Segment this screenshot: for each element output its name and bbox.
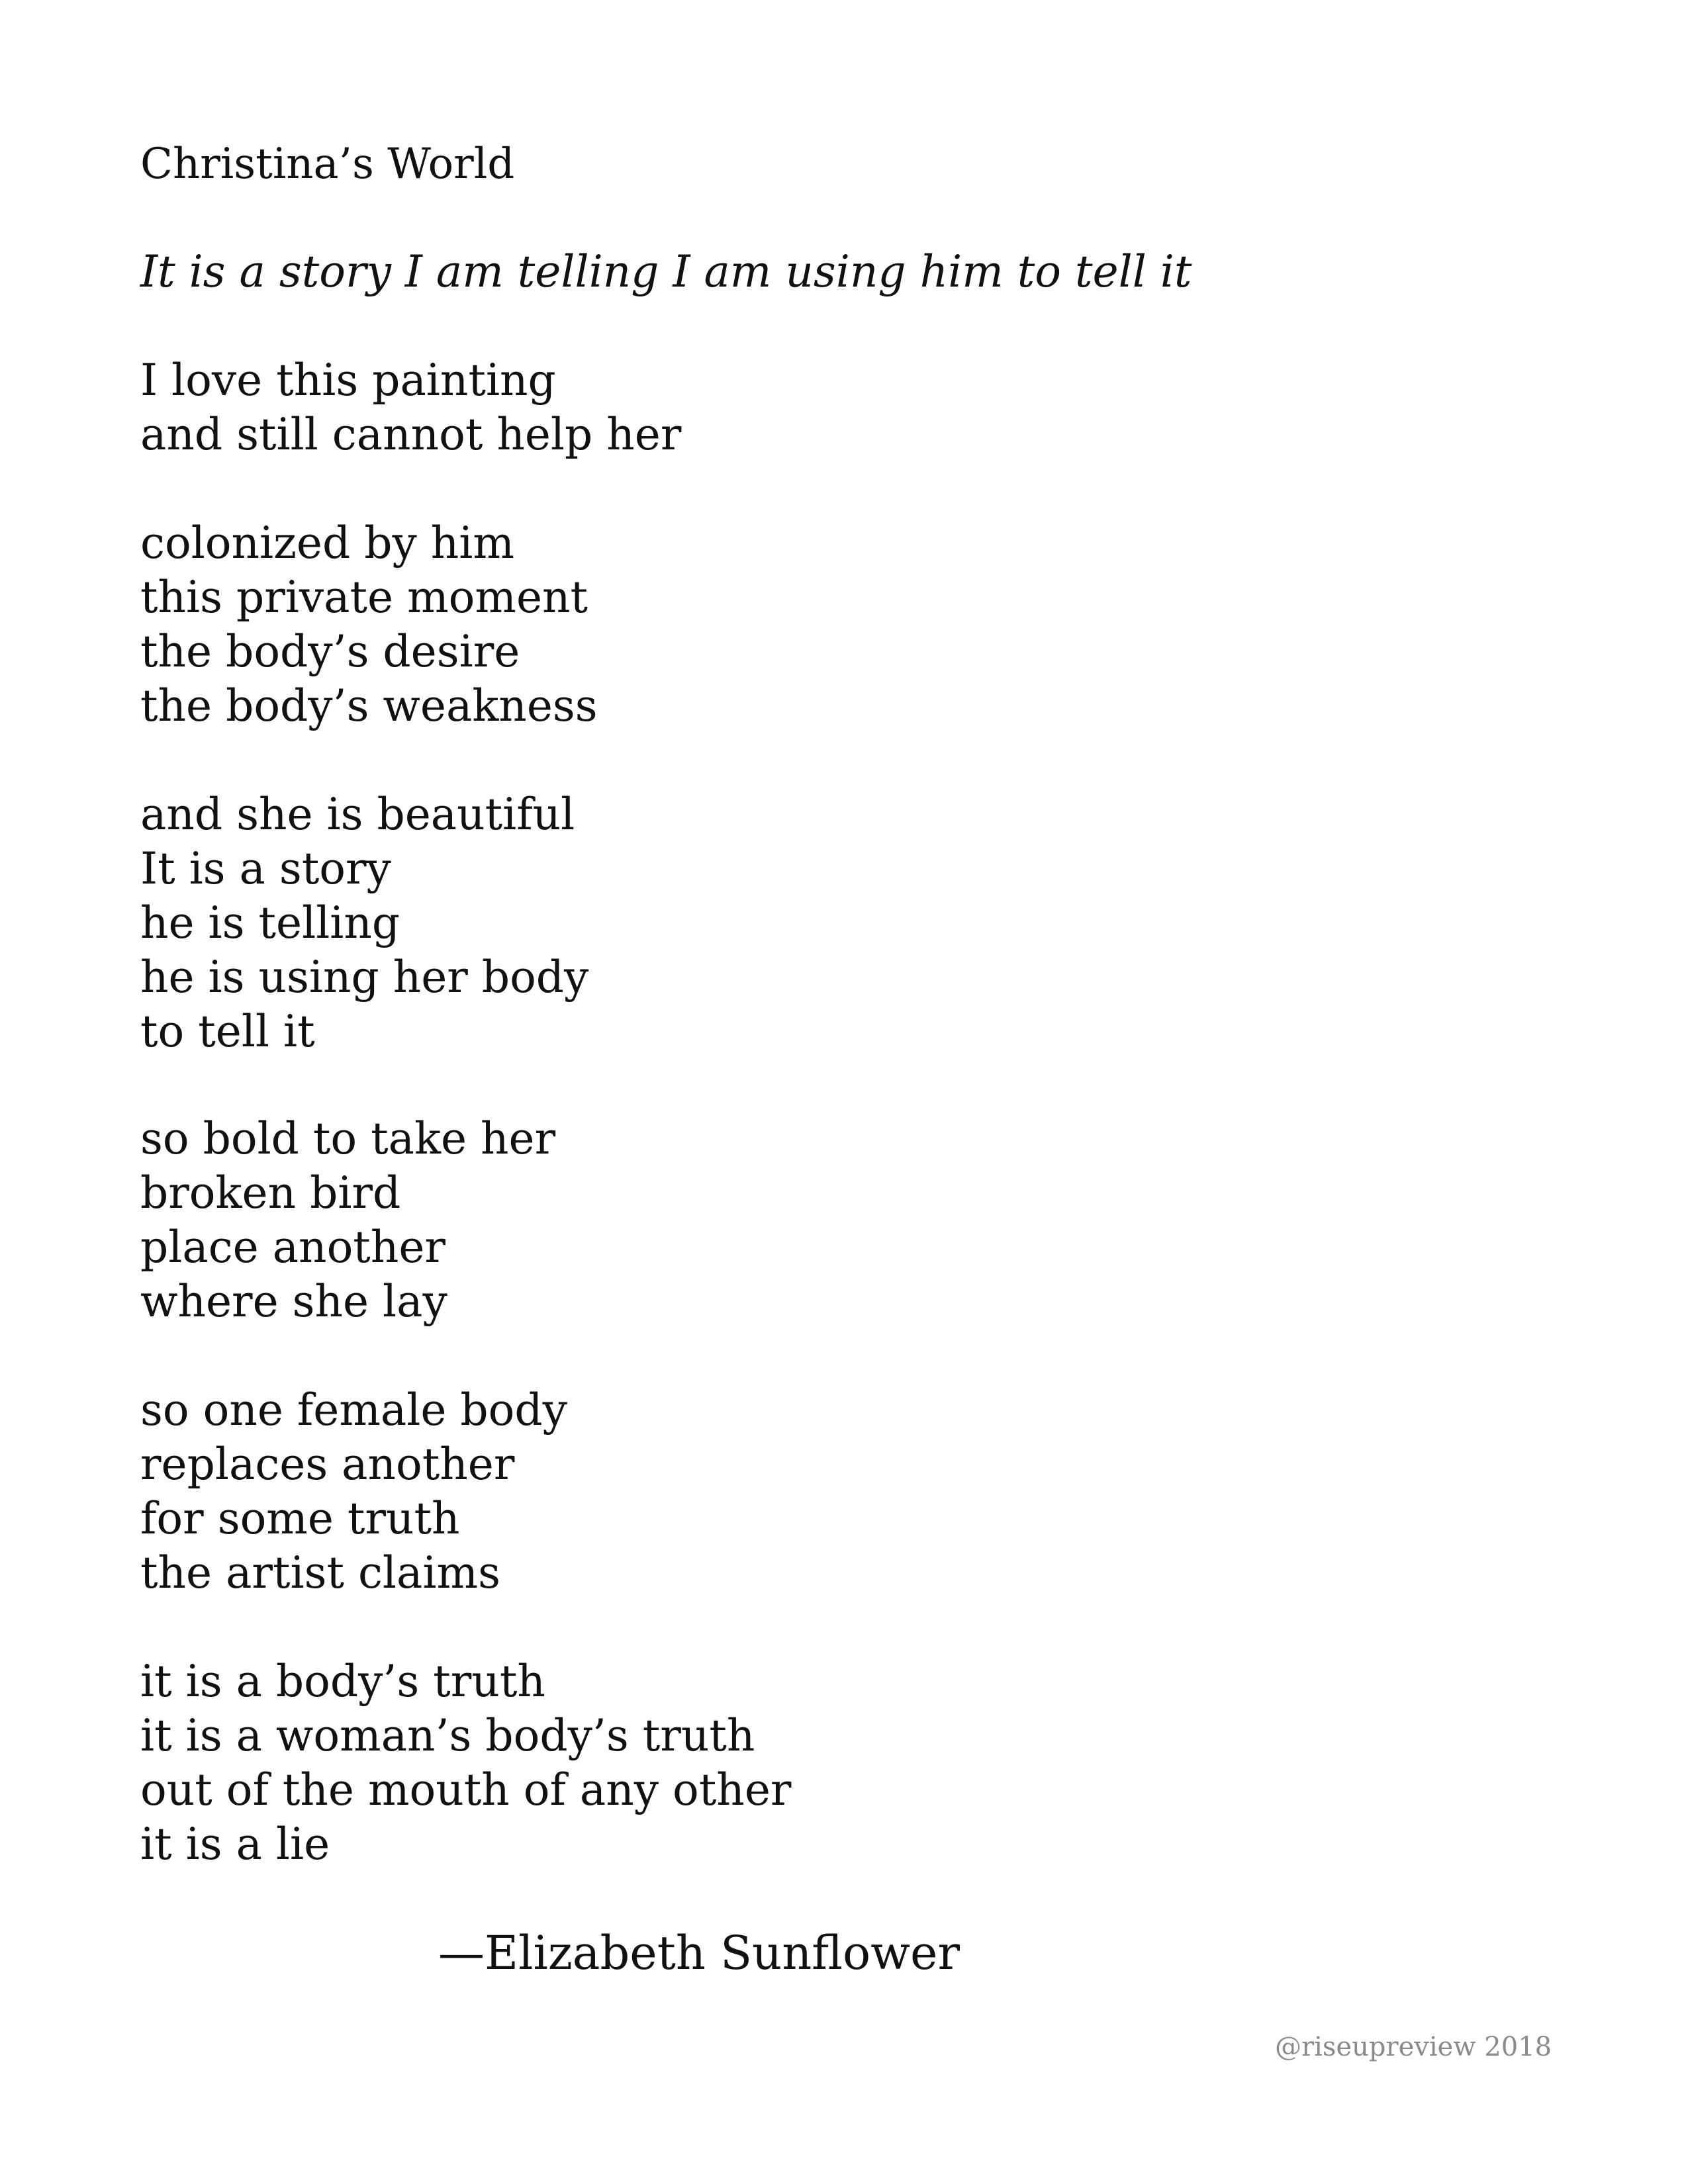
poem-line: and she is beautiful bbox=[140, 789, 575, 840]
poem-line: and still cannot help her bbox=[140, 409, 682, 460]
poem-line: this private moment bbox=[140, 572, 588, 623]
poem-line: it is a lie bbox=[140, 1819, 330, 1870]
poem-line: broken bird bbox=[140, 1167, 401, 1218]
poem-epigraph: It is a story I am telling I am using him to tell it bbox=[140, 246, 1192, 297]
poem-line: out of the mouth of any other bbox=[140, 1764, 792, 1815]
poem-line: It is a story bbox=[140, 843, 391, 894]
poem-line: colonized by him bbox=[140, 518, 514, 569]
poem-line: he is using her body bbox=[140, 952, 589, 1003]
poem-title: Christina’s World bbox=[140, 140, 515, 189]
poem-line: I love this painting bbox=[140, 355, 556, 406]
poem-line: the artist claims bbox=[140, 1547, 500, 1598]
poem-line: so one female body bbox=[140, 1385, 567, 1435]
poem-attribution: —Elizabeth Sunflower bbox=[438, 1926, 960, 1980]
poem-line: place another bbox=[140, 1222, 445, 1273]
stanza-2 bbox=[140, 516, 598, 733]
poem-line: so bold to take her bbox=[140, 1113, 556, 1164]
poem-line: the body’s desire bbox=[140, 626, 520, 677]
poem-line: he is telling bbox=[140, 897, 400, 948]
stanza-6 bbox=[140, 1655, 791, 1872]
stanza-5 bbox=[140, 1383, 567, 1600]
poem-line: for some truth bbox=[140, 1493, 460, 1544]
poem-line: replaces another bbox=[140, 1439, 515, 1490]
poem-line: it is a body’s truth bbox=[140, 1656, 545, 1707]
stanza-1 bbox=[140, 353, 681, 462]
stanza-4 bbox=[140, 1112, 555, 1329]
poem-line: the body’s weakness bbox=[140, 680, 598, 731]
footer-credit: @riseupreview 2018 bbox=[1275, 2032, 1552, 2062]
poem-line: to tell it bbox=[140, 1006, 315, 1057]
poem-line: it is a woman’s body’s truth bbox=[140, 1710, 755, 1761]
stanza-3 bbox=[140, 788, 588, 1059]
poem-line: where she lay bbox=[140, 1276, 447, 1327]
